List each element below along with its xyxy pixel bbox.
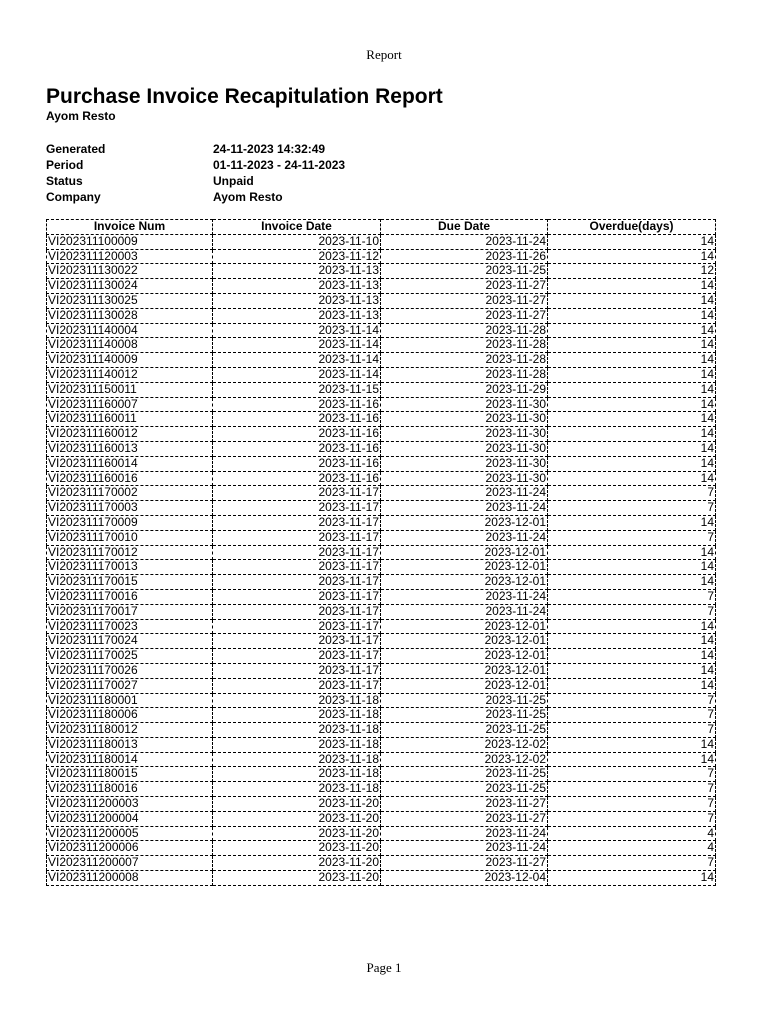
due-date-cell: 2023-11-24 <box>381 486 548 501</box>
overdue-days-cell: 14 <box>548 663 716 678</box>
invoice-date-cell: 2023-11-16 <box>213 427 381 442</box>
table-row <box>47 871 716 886</box>
invoice-num-cell: VI202311170012 <box>47 545 213 560</box>
table-row <box>47 427 716 442</box>
overdue-days-cell: 14 <box>548 293 716 308</box>
invoice-num-cell: VI202311100009 <box>47 234 213 249</box>
due-date-cell: 2023-11-27 <box>381 797 548 812</box>
invoice-num-cell: VI202311170013 <box>47 560 213 575</box>
invoice-date-cell: 2023-11-18 <box>213 737 381 752</box>
table-row <box>47 308 716 323</box>
invoice-num-cell: VI202311130022 <box>47 264 213 279</box>
due-date-cell: 2023-11-30 <box>381 456 548 471</box>
invoice-num-cell: VI202311180013 <box>47 737 213 752</box>
invoice-date-cell: 2023-11-13 <box>213 279 381 294</box>
overdue-days-cell: 12 <box>548 264 716 279</box>
column-header-invoice-num: Invoice Num <box>47 220 213 235</box>
column-header-invoice-date: Invoice Date <box>213 220 381 235</box>
overdue-days-cell: 14 <box>548 471 716 486</box>
invoice-date-cell: 2023-11-20 <box>213 871 381 886</box>
table-row <box>47 856 716 871</box>
table-row <box>47 663 716 678</box>
company-subtitle: Ayom Resto <box>46 109 116 123</box>
table-row <box>47 634 716 649</box>
invoice-date-cell: 2023-11-17 <box>213 515 381 530</box>
overdue-days-cell: 7 <box>548 797 716 812</box>
overdue-days-cell: 7 <box>548 693 716 708</box>
table-row <box>47 826 716 841</box>
due-date-cell: 2023-12-02 <box>381 752 548 767</box>
overdue-days-cell: 7 <box>548 589 716 604</box>
overdue-days-cell: 14 <box>548 412 716 427</box>
invoice-date-cell: 2023-11-17 <box>213 501 381 516</box>
invoice-num-cell: VI202311170026 <box>47 663 213 678</box>
invoice-num-cell: VI202311180014 <box>47 752 213 767</box>
overdue-days-cell: 14 <box>548 382 716 397</box>
table-row <box>47 249 716 264</box>
invoice-date-cell: 2023-11-16 <box>213 471 381 486</box>
invoice-date-cell: 2023-11-20 <box>213 841 381 856</box>
due-date-cell: 2023-12-01 <box>381 678 548 693</box>
invoice-date-cell: 2023-11-14 <box>213 353 381 368</box>
invoice-date-cell: 2023-11-18 <box>213 767 381 782</box>
table-row <box>47 604 716 619</box>
due-date-cell: 2023-11-28 <box>381 367 548 382</box>
due-date-cell: 2023-11-25 <box>381 264 548 279</box>
table-row <box>47 575 716 590</box>
invoice-date-cell: 2023-11-13 <box>213 308 381 323</box>
overdue-days-cell: 14 <box>548 338 716 353</box>
table-row <box>47 589 716 604</box>
table-row <box>47 323 716 338</box>
invoice-date-cell: 2023-11-17 <box>213 634 381 649</box>
meta-label: Status <box>46 174 83 188</box>
due-date-cell: 2023-11-26 <box>381 249 548 264</box>
overdue-days-cell: 14 <box>548 279 716 294</box>
invoice-num-cell: VI202311170009 <box>47 515 213 530</box>
invoice-num-cell: VI202311180006 <box>47 708 213 723</box>
due-date-cell: 2023-11-27 <box>381 308 548 323</box>
invoice-num-cell: VI202311130024 <box>47 279 213 294</box>
table-row <box>47 515 716 530</box>
table-row <box>47 708 716 723</box>
meta-label: Company <box>46 190 101 204</box>
invoice-date-cell: 2023-11-14 <box>213 367 381 382</box>
due-date-cell: 2023-12-01 <box>381 560 548 575</box>
overdue-days-cell: 14 <box>548 441 716 456</box>
invoice-num-cell: VI202311150011 <box>47 382 213 397</box>
overdue-days-cell: 7 <box>548 856 716 871</box>
overdue-days-cell: 14 <box>548 619 716 634</box>
invoice-num-cell: VI202311180015 <box>47 767 213 782</box>
due-date-cell: 2023-11-27 <box>381 293 548 308</box>
invoice-date-cell: 2023-11-16 <box>213 397 381 412</box>
due-date-cell: 2023-11-25 <box>381 782 548 797</box>
invoice-num-cell: VI202311160007 <box>47 397 213 412</box>
due-date-cell: 2023-11-24 <box>381 234 548 249</box>
invoice-date-cell: 2023-11-15 <box>213 382 381 397</box>
meta-value: Ayom Resto <box>213 190 283 204</box>
invoice-date-cell: 2023-11-20 <box>213 797 381 812</box>
column-header-overdue-days: Overdue(days) <box>548 220 716 235</box>
invoice-date-cell: 2023-11-17 <box>213 649 381 664</box>
table-row <box>47 397 716 412</box>
table-row <box>47 412 716 427</box>
invoice-num-cell: VI202311170027 <box>47 678 213 693</box>
meta-value: Unpaid <box>213 174 254 188</box>
overdue-days-cell: 14 <box>548 308 716 323</box>
table-row <box>47 545 716 560</box>
overdue-days-cell: 14 <box>548 649 716 664</box>
table-row <box>47 737 716 752</box>
invoice-date-cell: 2023-11-18 <box>213 708 381 723</box>
invoice-num-cell: VI202311160012 <box>47 427 213 442</box>
table-row <box>47 456 716 471</box>
table-row <box>47 382 716 397</box>
overdue-days-cell: 14 <box>548 353 716 368</box>
due-date-cell: 2023-12-04 <box>381 871 548 886</box>
invoice-date-cell: 2023-11-14 <box>213 323 381 338</box>
column-header-due-date: Due Date <box>381 220 548 235</box>
table-row <box>47 471 716 486</box>
invoice-date-cell: 2023-11-17 <box>213 530 381 545</box>
invoice-num-cell: VI202311130028 <box>47 308 213 323</box>
invoice-date-cell: 2023-11-18 <box>213 723 381 738</box>
table-row <box>47 367 716 382</box>
invoice-num-cell: VI202311200007 <box>47 856 213 871</box>
overdue-days-cell: 7 <box>548 486 716 501</box>
table-row <box>47 234 716 249</box>
invoice-num-cell: VI202311170017 <box>47 604 213 619</box>
due-date-cell: 2023-11-24 <box>381 826 548 841</box>
invoice-date-cell: 2023-11-17 <box>213 589 381 604</box>
due-date-cell: 2023-11-24 <box>381 530 548 545</box>
table-row <box>47 752 716 767</box>
table-row <box>47 353 716 368</box>
page-header: Report <box>366 47 402 62</box>
meta-label: Generated <box>46 142 106 156</box>
overdue-days-cell: 14 <box>548 737 716 752</box>
invoice-num-cell: VI202311180012 <box>47 723 213 738</box>
invoice-num-cell: VI202311170023 <box>47 619 213 634</box>
invoice-date-cell: 2023-11-20 <box>213 826 381 841</box>
report-title: Purchase Invoice Recapitulation Report <box>46 85 443 108</box>
due-date-cell: 2023-11-29 <box>381 382 548 397</box>
overdue-days-cell: 14 <box>548 560 716 575</box>
table-row <box>47 530 716 545</box>
overdue-days-cell: 14 <box>548 752 716 767</box>
invoice-num-cell: VI202311140008 <box>47 338 213 353</box>
due-date-cell: 2023-12-01 <box>381 619 548 634</box>
due-date-cell: 2023-11-24 <box>381 841 548 856</box>
invoice-num-cell: VI202311160014 <box>47 456 213 471</box>
overdue-days-cell: 14 <box>548 678 716 693</box>
due-date-cell: 2023-11-27 <box>381 279 548 294</box>
overdue-days-cell: 4 <box>548 826 716 841</box>
overdue-days-cell: 4 <box>548 841 716 856</box>
invoice-date-cell: 2023-11-17 <box>213 604 381 619</box>
invoice-date-cell: 2023-11-17 <box>213 575 381 590</box>
overdue-days-cell: 14 <box>548 634 716 649</box>
invoice-table <box>46 219 716 886</box>
invoice-num-cell: VI202311200005 <box>47 826 213 841</box>
table-row <box>47 767 716 782</box>
invoice-num-cell: VI202311170015 <box>47 575 213 590</box>
invoice-date-cell: 2023-11-17 <box>213 560 381 575</box>
invoice-num-cell: VI202311160013 <box>47 441 213 456</box>
overdue-days-cell: 7 <box>548 782 716 797</box>
table-row <box>47 486 716 501</box>
invoice-num-cell: VI202311160016 <box>47 471 213 486</box>
due-date-cell: 2023-12-01 <box>381 515 548 530</box>
invoice-num-cell: VI202311170010 <box>47 530 213 545</box>
overdue-days-cell: 14 <box>548 427 716 442</box>
due-date-cell: 2023-11-24 <box>381 501 548 516</box>
invoice-num-cell: VI202311140004 <box>47 323 213 338</box>
table-row <box>47 811 716 826</box>
invoice-date-cell: 2023-11-16 <box>213 412 381 427</box>
due-date-cell: 2023-11-25 <box>381 723 548 738</box>
invoice-num-cell: VI202311170016 <box>47 589 213 604</box>
invoice-date-cell: 2023-11-13 <box>213 264 381 279</box>
invoice-num-cell: VI202311200004 <box>47 811 213 826</box>
overdue-days-cell: 14 <box>548 367 716 382</box>
invoice-date-cell: 2023-11-17 <box>213 619 381 634</box>
invoice-date-cell: 2023-11-10 <box>213 234 381 249</box>
invoice-num-cell: VI202311200006 <box>47 841 213 856</box>
invoice-num-cell: VI202311170003 <box>47 501 213 516</box>
due-date-cell: 2023-11-27 <box>381 856 548 871</box>
table-row <box>47 723 716 738</box>
due-date-cell: 2023-11-30 <box>381 427 548 442</box>
invoice-date-cell: 2023-11-14 <box>213 338 381 353</box>
table-row <box>47 560 716 575</box>
overdue-days-cell: 7 <box>548 767 716 782</box>
overdue-days-cell: 14 <box>548 515 716 530</box>
overdue-days-cell: 14 <box>548 234 716 249</box>
invoice-date-cell: 2023-11-17 <box>213 663 381 678</box>
meta-value: 24-11-2023 14:32:49 <box>213 142 326 156</box>
overdue-days-cell: 14 <box>548 456 716 471</box>
table-row <box>47 264 716 279</box>
table-row <box>47 279 716 294</box>
invoice-num-cell: VI202311170002 <box>47 486 213 501</box>
invoice-date-cell: 2023-11-13 <box>213 293 381 308</box>
meta-value: 01-11-2023 - 24-11-2023 <box>213 158 346 172</box>
overdue-days-cell: 14 <box>548 249 716 264</box>
due-date-cell: 2023-11-28 <box>381 338 548 353</box>
table-header-row <box>47 220 716 235</box>
due-date-cell: 2023-11-27 <box>381 811 548 826</box>
due-date-cell: 2023-11-24 <box>381 589 548 604</box>
overdue-days-cell: 14 <box>548 871 716 886</box>
page-number: Page 1 <box>366 960 402 975</box>
table-row <box>47 338 716 353</box>
invoice-num-cell: VI202311140009 <box>47 353 213 368</box>
due-date-cell: 2023-11-24 <box>381 604 548 619</box>
invoice-num-cell: VI202311170025 <box>47 649 213 664</box>
overdue-days-cell: 7 <box>548 530 716 545</box>
invoice-num-cell: VI202311120003 <box>47 249 213 264</box>
invoice-date-cell: 2023-11-16 <box>213 456 381 471</box>
overdue-days-cell: 7 <box>548 811 716 826</box>
due-date-cell: 2023-11-25 <box>381 693 548 708</box>
due-date-cell: 2023-12-01 <box>381 649 548 664</box>
invoice-date-cell: 2023-11-18 <box>213 752 381 767</box>
meta-label: Period <box>46 158 84 172</box>
due-date-cell: 2023-11-25 <box>381 708 548 723</box>
table-row <box>47 501 716 516</box>
overdue-days-cell: 14 <box>548 545 716 560</box>
due-date-cell: 2023-11-25 <box>381 767 548 782</box>
table-row <box>47 293 716 308</box>
table-row <box>47 649 716 664</box>
invoice-num-cell: VI202311180001 <box>47 693 213 708</box>
table-row <box>47 441 716 456</box>
due-date-cell: 2023-11-28 <box>381 323 548 338</box>
table-row <box>47 619 716 634</box>
table-row <box>47 841 716 856</box>
invoice-date-cell: 2023-11-18 <box>213 693 381 708</box>
invoice-date-cell: 2023-11-17 <box>213 545 381 560</box>
due-date-cell: 2023-11-30 <box>381 397 548 412</box>
due-date-cell: 2023-12-01 <box>381 663 548 678</box>
invoice-num-cell: VI202311170024 <box>47 634 213 649</box>
invoice-num-cell: VI202311180016 <box>47 782 213 797</box>
invoice-num-cell: VI202311200003 <box>47 797 213 812</box>
overdue-days-cell: 7 <box>548 723 716 738</box>
table-row <box>47 693 716 708</box>
overdue-days-cell: 7 <box>548 604 716 619</box>
overdue-days-cell: 14 <box>548 323 716 338</box>
due-date-cell: 2023-11-30 <box>381 441 548 456</box>
invoice-date-cell: 2023-11-16 <box>213 441 381 456</box>
invoice-date-cell: 2023-11-20 <box>213 856 381 871</box>
invoice-date-cell: 2023-11-12 <box>213 249 381 264</box>
due-date-cell: 2023-11-30 <box>381 412 548 427</box>
due-date-cell: 2023-11-28 <box>381 353 548 368</box>
invoice-num-cell: VI202311160011 <box>47 412 213 427</box>
table-row <box>47 782 716 797</box>
due-date-cell: 2023-11-30 <box>381 471 548 486</box>
overdue-days-cell: 7 <box>548 708 716 723</box>
invoice-num-cell: VI202311130025 <box>47 293 213 308</box>
due-date-cell: 2023-12-01 <box>381 545 548 560</box>
due-date-cell: 2023-12-02 <box>381 737 548 752</box>
overdue-days-cell: 7 <box>548 501 716 516</box>
invoice-date-cell: 2023-11-17 <box>213 678 381 693</box>
due-date-cell: 2023-12-01 <box>381 575 548 590</box>
due-date-cell: 2023-12-01 <box>381 634 548 649</box>
invoice-table-body <box>47 234 716 885</box>
overdue-days-cell: 14 <box>548 397 716 412</box>
invoice-date-cell: 2023-11-18 <box>213 782 381 797</box>
overdue-days-cell: 14 <box>548 575 716 590</box>
invoice-num-cell: VI202311200008 <box>47 871 213 886</box>
invoice-num-cell: VI202311140012 <box>47 367 213 382</box>
table-row <box>47 678 716 693</box>
invoice-date-cell: 2023-11-17 <box>213 486 381 501</box>
invoice-date-cell: 2023-11-20 <box>213 811 381 826</box>
table-row <box>47 797 716 812</box>
